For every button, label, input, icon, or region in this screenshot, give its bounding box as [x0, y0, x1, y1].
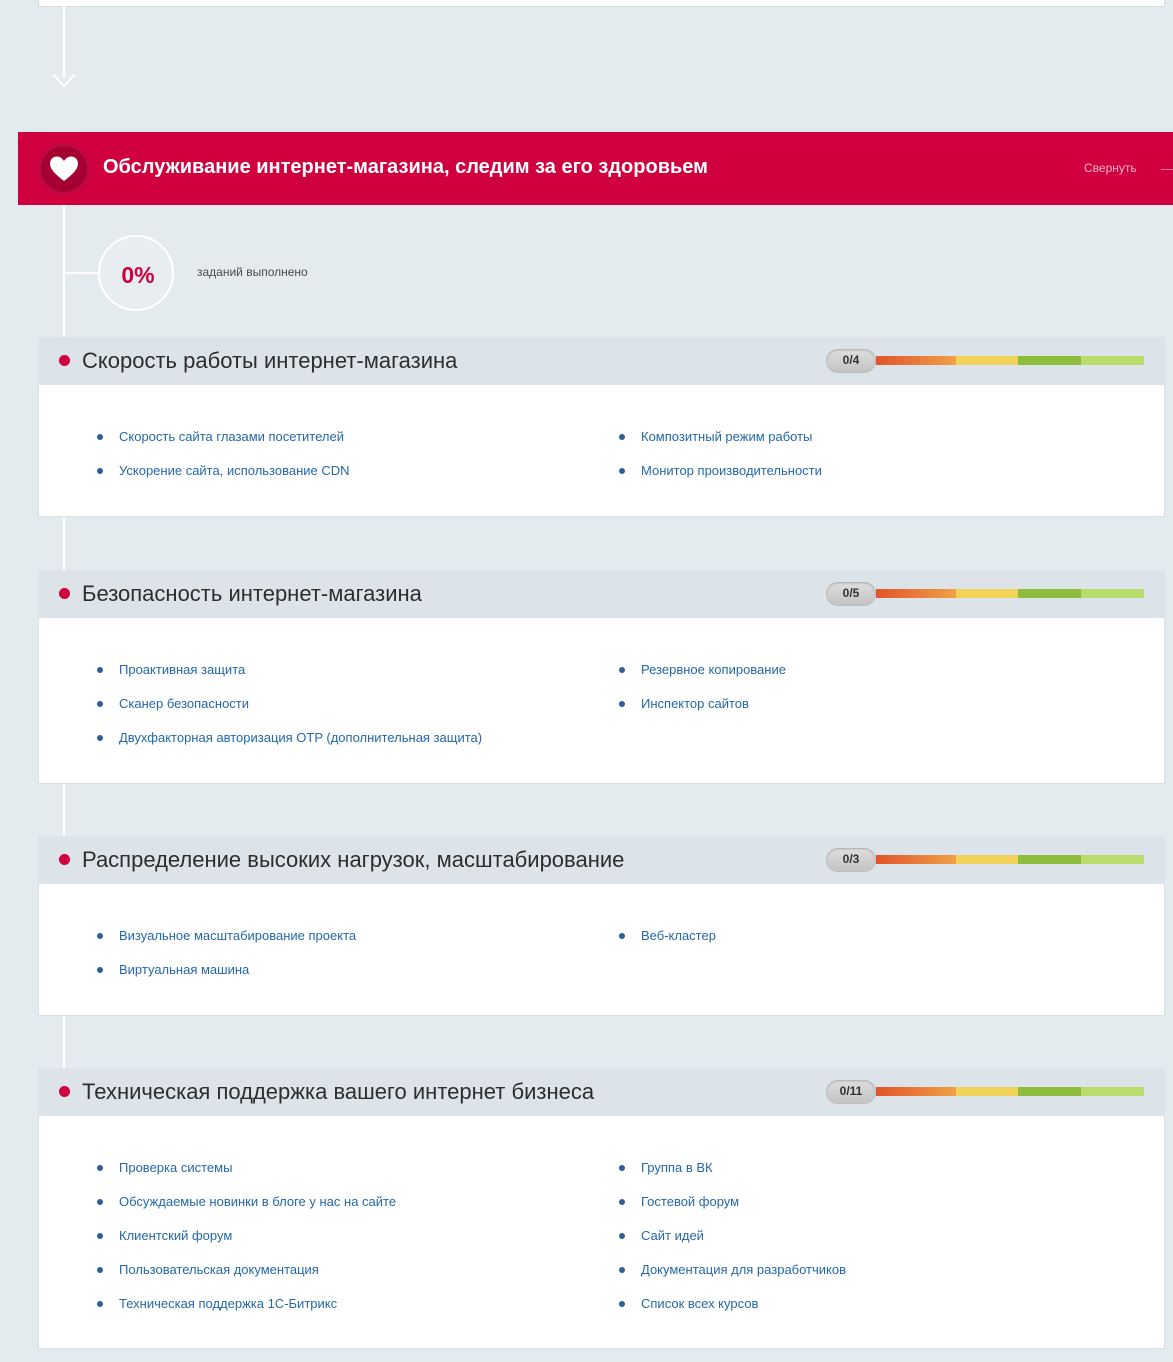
- progress-scale: [876, 589, 1144, 598]
- task-link[interactable]: Веб-кластер: [619, 928, 716, 962]
- section-body: [38, 1116, 1165, 1349]
- tree-connector: [63, 1016, 65, 1069]
- task-link[interactable]: Клиентский форум: [97, 1228, 396, 1262]
- task-link[interactable]: Инспектор сайтов: [619, 696, 786, 730]
- section-title[interactable]: Распределение высоких нагрузок, масштабирование: [82, 847, 625, 872]
- task-list-left: [97, 928, 356, 996]
- task-counter-text: 0/3: [842, 852, 860, 866]
- task-counter-text: 0/11: [839, 1084, 863, 1098]
- bullet-dot: [59, 1086, 70, 1097]
- task-counter: [826, 349, 876, 373]
- task-link[interactable]: Резервное копирование: [619, 662, 786, 696]
- section-scaling: [38, 836, 1165, 1016]
- task-counter: [826, 848, 876, 872]
- task-link[interactable]: Монитор производительности: [619, 463, 822, 497]
- task-list-right: [619, 662, 786, 730]
- tree-connector: [63, 195, 65, 355]
- task-list-left: [97, 662, 482, 764]
- task-counter: [826, 582, 876, 606]
- section-header: [38, 1068, 1165, 1116]
- task-link[interactable]: Проактивная защита: [97, 662, 482, 696]
- progress-scale: [876, 356, 1144, 365]
- task-link[interactable]: Документация для разработчиков: [619, 1262, 846, 1296]
- section-body: [38, 884, 1165, 1016]
- collapse-link[interactable]: Свернуть: [1084, 161, 1137, 175]
- task-link[interactable]: Техническая поддержка 1С-Битрикс: [97, 1296, 396, 1330]
- section-body: [38, 385, 1165, 517]
- task-counter-text: 0/4: [842, 353, 860, 367]
- task-counter-text: 0/5: [842, 586, 860, 600]
- section-title[interactable]: Безопасность интернет-магазина: [82, 581, 422, 606]
- task-list-right: [619, 928, 716, 962]
- heart-badge: [38, 143, 90, 195]
- task-link[interactable]: Список всех курсов: [619, 1296, 846, 1330]
- task-list-right: [619, 429, 822, 497]
- task-link[interactable]: Ускорение сайта, использование CDN: [97, 463, 350, 497]
- page-title: Обслуживание интернет-магазина, следим за его здоровьем: [103, 156, 708, 178]
- task-link[interactable]: Пользовательская документация: [97, 1262, 396, 1296]
- progress-connector: [63, 272, 99, 274]
- progress-value: 0%: [121, 262, 155, 288]
- task-list-left: [97, 1160, 396, 1330]
- progress-circle: [98, 235, 174, 311]
- bullet-dot: [59, 854, 70, 865]
- task-link[interactable]: Виртуальная машина: [97, 962, 356, 996]
- section-title[interactable]: Техническая поддержка вашего интернет бизнеса: [82, 1079, 595, 1104]
- tree-connector: [63, 517, 65, 572]
- section-speed: [38, 337, 1165, 517]
- bullet-dot: [59, 588, 70, 599]
- progress-label: заданий выполнено: [197, 265, 308, 279]
- heart-icon: [49, 155, 79, 183]
- task-counter: [826, 1080, 876, 1104]
- progress-scale: [876, 855, 1144, 864]
- task-link[interactable]: Композитный режим работы: [619, 429, 822, 463]
- task-link[interactable]: Сканер безопасности: [97, 696, 482, 730]
- task-link[interactable]: Обсуждаемые новинки в блоге у нас на сайте: [97, 1194, 396, 1228]
- section-header: [38, 836, 1165, 884]
- section-title[interactable]: Скорость работы интернет-магазина: [82, 348, 458, 373]
- bullet-dot: [59, 355, 70, 366]
- arrow-down-icon: [51, 60, 77, 88]
- task-link[interactable]: Проверка системы: [97, 1160, 396, 1194]
- task-list-right: [619, 1160, 846, 1330]
- task-link[interactable]: Двухфакторная авторизация OTP (дополнительная защита): [97, 730, 482, 764]
- section-header: [38, 337, 1165, 385]
- progress-scale: [876, 1087, 1144, 1096]
- section-security: [38, 570, 1165, 784]
- task-list-left: [97, 429, 350, 497]
- section-body: [38, 618, 1165, 784]
- section-header: [38, 570, 1165, 618]
- task-link[interactable]: Сайт идей: [619, 1228, 846, 1262]
- task-link[interactable]: Скорость сайта глазами посетителей: [97, 429, 350, 463]
- task-link[interactable]: Группа в ВК: [619, 1160, 846, 1194]
- task-link[interactable]: Гостевой форум: [619, 1194, 846, 1228]
- tree-connector: [63, 784, 65, 837]
- previous-block-card: [38, 0, 1165, 7]
- section-support: [38, 1068, 1165, 1349]
- task-link[interactable]: Визуальное масштабирование проекта: [97, 928, 356, 962]
- header-divider: [1161, 169, 1173, 170]
